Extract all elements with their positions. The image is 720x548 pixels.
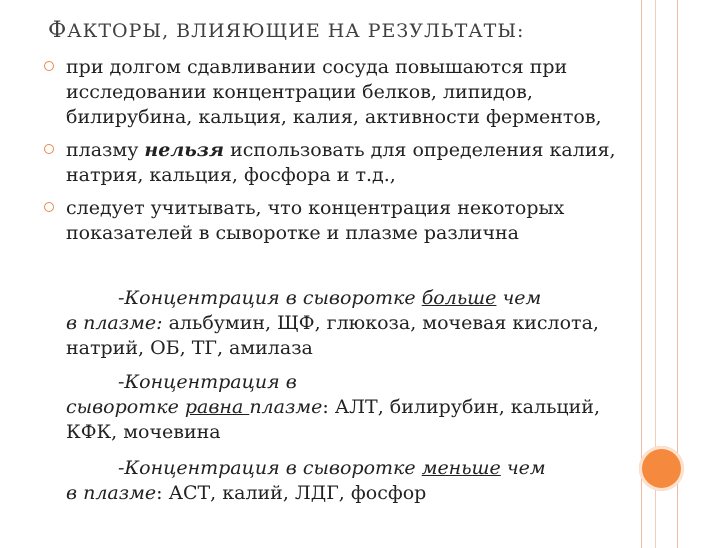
- item-text: следует учитывать, что концентрация некоторых показателей в сыворотке и плазме различна: [66, 197, 565, 244]
- item-text-pre: плазму: [66, 139, 145, 161]
- sub-paragraph-more: [66, 286, 626, 361]
- sub-key: меньше: [421, 457, 501, 479]
- title-rest: АКТОРЫ, ВЛИЯЮЩИЕ НА РЕЗУЛЬТАТЫ:: [67, 20, 525, 42]
- sub-rest: альбумин, ЩФ, глюкоза, мочевая кислота, натрий, ОБ, ТГ, амилаза: [66, 312, 599, 359]
- item-emphasis: нельзя: [144, 139, 225, 161]
- sub-lead: -Концентрация в: [118, 371, 297, 393]
- sub-rest: : АСТ, калий, ЛДГ, фосфор: [156, 482, 427, 504]
- item-text-post: использовать для определения калия, натрия, кальция, фосфора и т.д.,: [66, 139, 616, 186]
- sub-mid: чем: [496, 287, 542, 309]
- bullet-icon: [44, 144, 54, 154]
- bullet-list: [44, 55, 624, 254]
- sub-lead: -Концентрация в сыворотке: [118, 457, 422, 479]
- sub-ital: сыворотке: [66, 396, 185, 418]
- sub-mid: чем: [500, 457, 546, 479]
- title-initial: Ф: [48, 18, 68, 43]
- list-item: [44, 196, 624, 246]
- list-item: [44, 55, 624, 130]
- sub-key: равна: [184, 396, 250, 418]
- item-text: при долгом сдавливании сосуда повышаются при исследовании концентрации белков, липидов, билирубина, кальция, калия, активности ферментов,: [66, 56, 602, 128]
- bullet-icon: [44, 61, 54, 71]
- slide-title: [48, 18, 524, 43]
- bullet-icon: [44, 202, 54, 212]
- sub-ital: плазме: [249, 396, 323, 418]
- sub-lead: -Концентрация в сыворотке: [118, 287, 422, 309]
- sub-paragraph-less: [66, 456, 626, 506]
- list-item: [44, 138, 624, 188]
- sub-rest: : АЛТ, билирубин, кальций, КФК, мочевина: [66, 396, 601, 443]
- sub-ital: в плазме: [66, 482, 157, 504]
- decorative-circle: [639, 446, 684, 491]
- sub-key: больше: [421, 287, 497, 309]
- sub-paragraph-equal: [66, 370, 626, 445]
- sub-ital: в плазме:: [66, 312, 163, 334]
